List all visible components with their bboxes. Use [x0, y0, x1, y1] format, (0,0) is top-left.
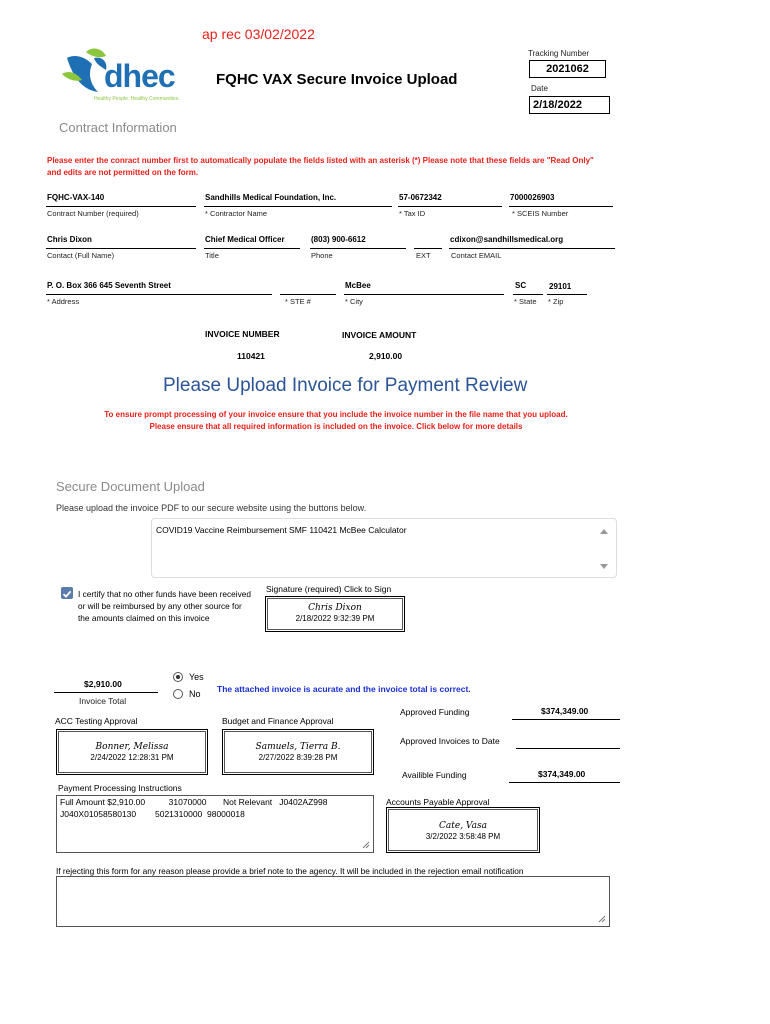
rejection-note-field[interactable] [56, 876, 610, 927]
approved-funding-field[interactable]: $374,349.00 [541, 706, 589, 716]
approved-funding-label: Approved Funding [400, 707, 470, 717]
address-label: * Address [47, 297, 80, 306]
phone-label: Phone [311, 251, 333, 260]
contact-name-label: Contact (Full Name) [47, 251, 115, 260]
state-field: SC [515, 281, 527, 290]
contact-email-label: Contact EMAIL [451, 251, 502, 260]
sceis-number-label: * SCEIS Number [512, 209, 569, 218]
contractor-signature-box[interactable] [265, 596, 405, 632]
state-label: * State [514, 297, 537, 306]
ap-signer-name: Cate, Vasa [439, 821, 487, 831]
signature-name: Chris Dixon [308, 603, 362, 613]
address-field: P. O. Box 366 645 Seventh Street [47, 281, 171, 290]
zip-label: * Zip [548, 297, 564, 306]
no-radio[interactable] [173, 689, 183, 699]
budget-approval-label: Budget and Finance Approval [222, 716, 334, 726]
upload-heading: Please Upload Invoice for Payment Review [163, 375, 528, 396]
ap-sign-date: 3/2/2022 3:58:48 PM [425, 832, 501, 841]
acc-testing-signature-box[interactable] [56, 729, 208, 775]
yes-radio[interactable] [173, 672, 183, 682]
accounts-payable-approval-label: Accounts Payable Approval [386, 797, 490, 807]
available-funding-label: Availible Funding [402, 770, 467, 780]
title-field[interactable]: Chief Medical Officer [205, 235, 285, 244]
contract-number-label: Contract Number (required) [47, 209, 139, 218]
city-label: * City [345, 297, 363, 306]
upload-instructions-2[interactable]: Please ensure that all required information is included on the invoice. Click below for more details [149, 422, 523, 431]
city-field: McBee [345, 281, 371, 290]
sceis-number-field: 7000026903 [510, 193, 555, 202]
available-funding-field[interactable]: $374,349.00 [538, 769, 586, 779]
title-label: Title [205, 251, 219, 260]
phone-field[interactable]: (803) 900-6612 [311, 235, 366, 244]
payment-instructions-field[interactable] [56, 795, 374, 853]
ste-label: * STE # [285, 297, 311, 306]
upload-description: Please upload the invoice PDF to our secure website using the buttons below. [56, 503, 367, 513]
zip-field: 29101 [549, 282, 572, 291]
invoice-total-field[interactable]: $2,910.00 [84, 679, 122, 689]
checkmark-icon [61, 588, 73, 600]
rejection-note-label: If rejecting this form for any reason please provide a brief note to the agency. It will be included in the rejection email notification [56, 866, 524, 876]
payment-line-2: J040X01058580130 5021310000 98000018 [60, 809, 245, 819]
accounts-payable-signature-box[interactable] [386, 807, 540, 853]
date-label: Date [531, 84, 548, 93]
invoice-number-label: INVOICE NUMBER [205, 329, 280, 339]
contact-email-field[interactable]: cdixon@sandhillsmedical.org [450, 235, 564, 244]
date-field[interactable]: 2/18/2022 [529, 96, 610, 114]
contractor-name-field: Sandhills Medical Foundation, Inc. [205, 193, 337, 202]
contractor-name-label: * Contractor Name [205, 209, 268, 218]
contract-information-heading: Contract Information [59, 120, 177, 135]
invoice-amount-label: INVOICE AMOUNT [342, 330, 417, 340]
contract-notice: Please enter the conract number first to automatically populate the fields listed with an asterisk (*) Please note that these fields are "Read Only" and edits are not permitted on the form. [47, 156, 594, 177]
payment-line-1: Full Amount $2,910.00 31070000 Not Relevant J0402AZ998 [60, 797, 328, 807]
tracking-number-label: Tracking Number [528, 49, 590, 58]
invoice-total-label: Invoice Total [79, 696, 127, 706]
scroll-up-icon[interactable] [600, 529, 608, 534]
approved-invoices-label: Approved Invoices to Date [400, 736, 500, 746]
no-label: No [189, 689, 201, 699]
contract-number-field[interactable]: FQHC-VAX-140 [47, 193, 105, 202]
yes-radio-dot [176, 675, 180, 679]
budget-sign-date: 2/27/2022 8:39:28 PM [258, 753, 338, 762]
logo-tagline: Healthy People. Healthy Communities. [94, 96, 180, 102]
payment-instructions-label: Payment Processing Instructions [58, 783, 182, 793]
secure-document-upload-heading: Secure Document Upload [56, 479, 205, 494]
invoice-number-field[interactable]: 110421 [237, 351, 265, 361]
tax-id-label: * Tax ID [399, 209, 426, 218]
logo-text: dhec [104, 58, 175, 94]
signature-date: 2/18/2022 9:32:39 PM [295, 614, 375, 623]
tracking-number-field[interactable]: 2021062 [529, 60, 606, 78]
contact-name-field[interactable]: Chris Dixon [47, 235, 92, 244]
uploaded-files-list[interactable] [151, 518, 617, 578]
received-stamp: ap rec 03/02/2022 [202, 26, 315, 42]
certify-text: I certify that no other funds have been received or will be reimbursed by any other source for the amounts claimed on this invoice [78, 589, 251, 623]
acc-signer-name: Bonner, Melissa [95, 742, 169, 752]
budget-signer-name: Samuels, Tierra B. [255, 742, 341, 752]
yes-label: Yes [189, 672, 204, 682]
scroll-down-icon[interactable] [600, 564, 608, 569]
invoice-amount-field[interactable]: 2,910.00 [369, 351, 403, 361]
dhec-logo [62, 44, 196, 108]
uploaded-file-name[interactable]: COVID19 Vaccine Reimbursement SMF 110421 McBee Calculator [156, 525, 407, 535]
tax-id-field: 57-0672342 [399, 193, 442, 202]
page-title: FQHC VAX Secure Invoice Upload [216, 71, 458, 88]
budget-signature-box[interactable] [222, 729, 374, 775]
acc-sign-date: 2/24/2022 12:28:31 PM [90, 753, 174, 762]
resize-handle-icon[interactable] [362, 841, 370, 849]
resize-handle-icon[interactable] [598, 915, 606, 923]
upload-instructions-1: To ensure prompt processing of your invoice ensure that you include the invoice number in the file name that you upload. [104, 410, 568, 419]
acc-testing-approval-label: ACC Testing Approval [55, 716, 138, 726]
signature-label: Signature (required) Click to Sign [266, 584, 392, 594]
certify-checkbox[interactable] [61, 587, 73, 599]
ext-label: EXT [416, 251, 431, 260]
invoice-confirmation-text: The attached invoice is acurate and the invoice total is correct. [217, 684, 471, 694]
